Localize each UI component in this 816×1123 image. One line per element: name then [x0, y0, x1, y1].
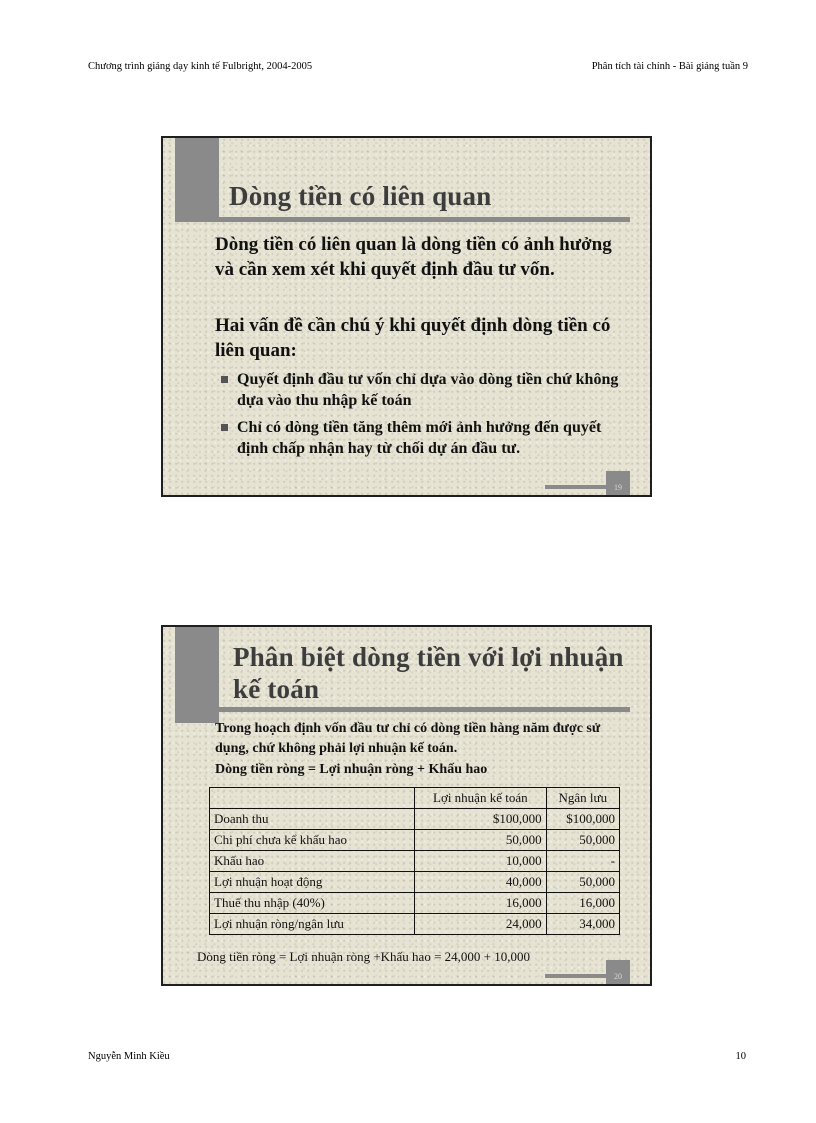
bullet-text: Chỉ có dòng tiền tăng thêm mới ảnh hưởng đến quyết định chấp nhận hay từ chối dự án đầu tư. [237, 419, 602, 457]
accounting-value: $100,000 [415, 809, 547, 830]
table-header-row [210, 788, 620, 809]
table-row [210, 851, 620, 872]
cash-flow-value: 50,000 [546, 830, 619, 851]
bullet-item [221, 369, 636, 411]
square-bullet-icon [221, 376, 228, 383]
cash-flow-table [209, 787, 620, 935]
row-label: Chi phí chưa kể khấu hao [210, 830, 415, 851]
accounting-value: 40,000 [415, 872, 547, 893]
slide-20 [161, 625, 652, 986]
cash-flow-value: 34,000 [546, 914, 619, 935]
table-header: Lợi nhuận kế toán [415, 788, 547, 809]
bullet-text: Quyết định đầu tư vốn chỉ dựa vào dòng tiền chứ không dựa vào thu nhập kế toán [237, 371, 619, 409]
table-header [210, 788, 415, 809]
row-label: Khấu hao [210, 851, 415, 872]
page-number: 10 [735, 1051, 746, 1062]
intro-paragraph: Trong hoạch định vốn đầu tư chỉ có dòng tiền hàng năm được sử dụng, chứ không phải lợi nhuận kế toán. [215, 721, 601, 756]
slide-title-line: kế toán [233, 674, 320, 704]
row-label: Thuế thu nhập (40%) [210, 893, 415, 914]
square-bullet-icon [221, 424, 228, 431]
accounting-value: 16,000 [415, 893, 547, 914]
accounting-value: 10,000 [415, 851, 547, 872]
cash-flow-value: 50,000 [546, 872, 619, 893]
formula-text: Dòng tiền ròng = Lợi nhuận ròng + Khấu hao [215, 762, 488, 777]
formula-note: Dòng tiền ròng = Lợi nhuận ròng +Khấu hao = 24,000 + 10,000 [197, 949, 530, 964]
page-footer-author: Nguyễn Minh Kiều [88, 1051, 170, 1062]
title-decoration-block [175, 138, 219, 222]
table-row [210, 872, 620, 893]
cash-flow-value: 16,000 [546, 893, 619, 914]
bullet-list [221, 369, 636, 465]
table-row [210, 893, 620, 914]
bullet-item [221, 417, 636, 459]
slide-19 [161, 136, 652, 497]
row-label: Doanh thu [210, 809, 415, 830]
slide-title: Dòng tiền có liên quan [229, 181, 492, 211]
page-header-course: Chương trình giảng dạy kinh tế Fulbright, 2004-2005 [88, 61, 313, 72]
table-row [210, 809, 620, 830]
accounting-value: 50,000 [415, 830, 547, 851]
cash-flow-value: - [546, 851, 619, 872]
row-label: Lợi nhuận ròng/ngân lưu [210, 914, 415, 935]
table-row [210, 830, 620, 851]
slide-number: 20 [614, 972, 622, 981]
body-paragraph: Hai vấn đề cần chú ý khi quyết định dòng tiền có liên quan: [215, 315, 611, 361]
page-header-lecture: Phân tích tài chính - Bài giảng tuần 9 [591, 61, 748, 72]
table-row [210, 914, 620, 935]
slide-title-line: Phân biệt dòng tiền với lợi nhuận [233, 642, 624, 672]
slide-number: 19 [614, 483, 622, 492]
title-underline [193, 217, 630, 222]
cash-flow-value: $100,000 [546, 809, 619, 830]
body-paragraph: Dòng tiền có liên quan là dòng tiền có ảnh hưởng và cần xem xét khi quyết định đầu tư vốn. [215, 234, 612, 280]
slide-title [233, 641, 624, 705]
table-header: Ngân lưu [546, 788, 619, 809]
accounting-value: 24,000 [415, 914, 547, 935]
row-label: Lợi nhuận hoạt động [210, 872, 415, 893]
title-underline [193, 707, 630, 712]
